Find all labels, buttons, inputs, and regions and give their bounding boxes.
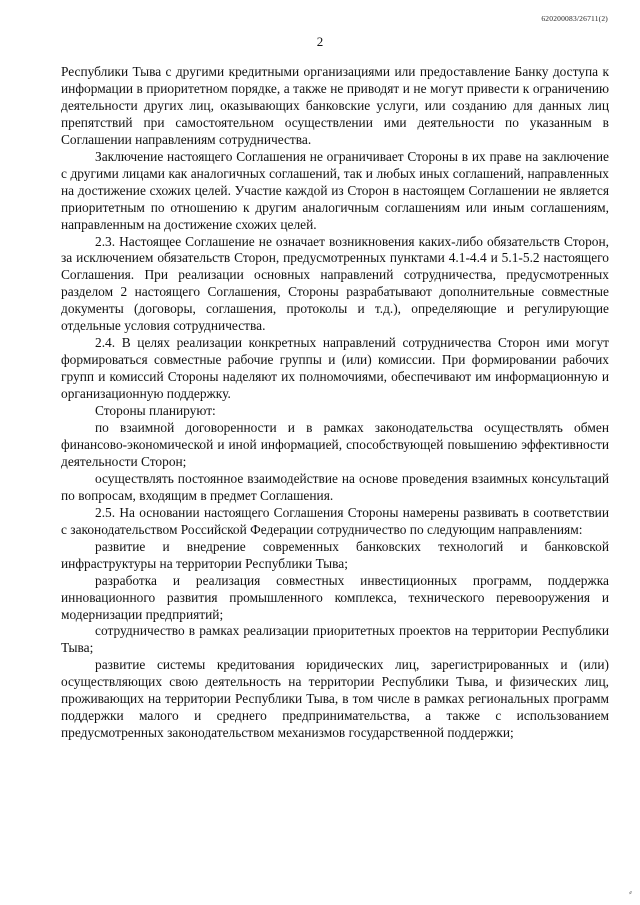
paragraph-clause-2-5: 2.5. На основании настоящего Соглашения Стороны намерены развивать в соответствии с законодательством Российской Федерации сотрудничество по следующим направлениям: bbox=[61, 504, 609, 537]
document-body bbox=[61, 64, 609, 742]
page-number: 2 bbox=[316, 34, 324, 49]
list-item: развитие системы кредитования юридических лиц, зарегистрированных и (или) осуществляющих свою деятельность на территории Республики Тыва, и физических лиц, проживающих на территории Республики Тыва, в том числе в рамках региональных программ поддержки малого и среднего предпринимательства, а также с использованием предусмотренных законодательством механизмов государственной поддержки; bbox=[61, 657, 609, 741]
paragraph: Заключение настоящего Соглашения не ограничивает Стороны в их праве на заключение с другими лицами как аналогичных соглашений, так и любых иных соглашений, направленных на достижение схожих целей. Участие каждой из Сторон в настоящем Соглашении не является приоритетным по отношению к другим аналогичным соглашениям или иным соглашениям, направленным на достижение схожих целей. bbox=[61, 148, 609, 232]
paragraph-clause-2-4: 2.4. В целях реализации конкретных направлений сотрудничества Сторон ими могут формироваться совместные рабочие группы и (или) комиссии. При формировании рабочих групп и комиссий Стороны наделяют их полномочиями, обеспечивают им информационную и организационную поддержку. bbox=[61, 335, 609, 402]
paragraph: Стороны планируют: bbox=[95, 403, 216, 419]
paragraph-continuation: Республики Тыва с другими кредитными организациями или предоставление Банку доступа к информации в приоритетном порядке, а также не приводят и не могут привести к ограничению деятельности других лиц, оказывающих банковские услуги, или созданию для данных лиц препятствий при самостоятельном осуществлении ими деятельности по указанным в Соглашении направлениям сотрудничества. bbox=[61, 64, 609, 147]
list-item: развитие и внедрение современных банковских технологий и банковской инфраструктуры на территории Республики Тыва; bbox=[61, 538, 609, 571]
scan-mark-icon: ⸗ bbox=[629, 887, 632, 897]
list-item: осуществлять постоянное взаимодействие на основе проведения взаимных консультаций по вопросам, входящим в предмет Соглашения. bbox=[61, 470, 609, 503]
list-item: сотрудничество в рамках реализации приоритетных проектов на территории Республики Тыва; bbox=[61, 623, 609, 656]
document-code: 620200083/26711(2) bbox=[541, 14, 608, 23]
list-item: по взаимной договоренности и в рамках законодательства осуществлять обмен финансово-экономической и иной информацией, способствующей повышению эффективности деятельности Сторон; bbox=[61, 420, 609, 469]
paragraph-clause-2-3: 2.3. Настоящее Соглашение не означает возникновения каких-либо обязательств Сторон, за исключением обязательств Сторон, предусмотренных пунктами 4.1-4.4 и 5.1-5.2 настоящего Соглашения. При реализации основных направлений сотрудничества, предусмотренных разделом 2 настоящего Соглашения, Стороны разрабатывают дополнительные совместные документы (договоры, соглашения, протоколы и т.д.), определяющие и регулирующие отдельные условия сотрудничества. bbox=[61, 233, 609, 334]
list-item: разработка и реализация совместных инвестиционных программ, поддержка инновационного развития промышленного комплекса, технического перевооружения и модернизации предприятий; bbox=[61, 572, 609, 622]
